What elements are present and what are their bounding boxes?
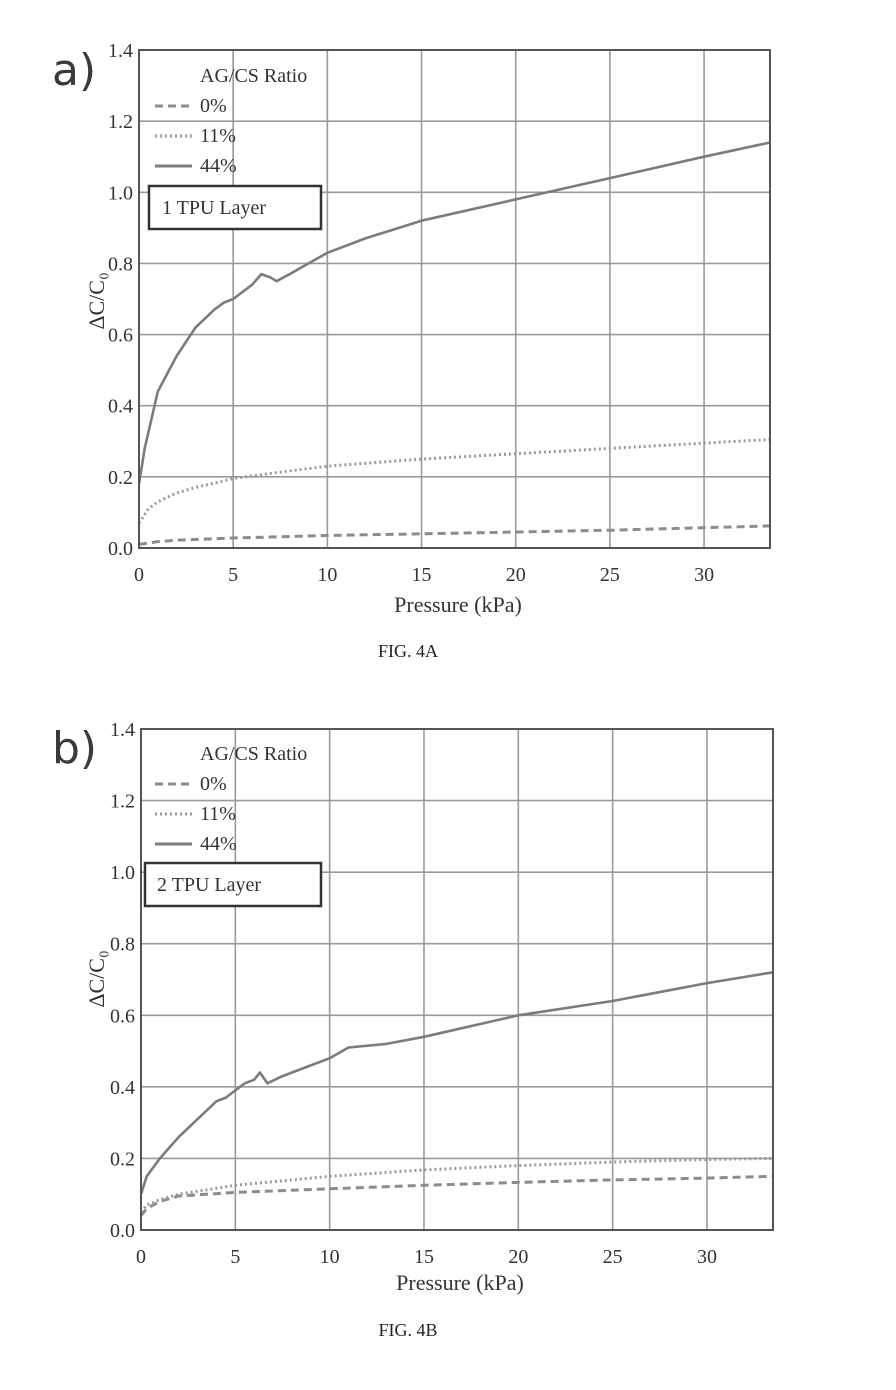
y-tick-label: 0.8 <box>110 933 135 956</box>
legend-title-b: AG/CS Ratio <box>200 743 308 765</box>
y-tick-label: 1.0 <box>110 862 135 885</box>
x-tick-label: 20 <box>508 1246 529 1268</box>
x-tick-label: 0 <box>136 1246 146 1268</box>
y-tick-label: 0.4 <box>108 395 133 418</box>
y-tick-label: 0.6 <box>108 324 133 347</box>
y-tick-label: 1.4 <box>108 40 133 62</box>
y-tick-label: 0.2 <box>108 466 133 489</box>
x-tick-label: 20 <box>505 564 526 586</box>
legend-label: 11% <box>200 125 236 147</box>
x-axis-label-b: Pressure (kPa) <box>396 1270 524 1295</box>
x-tick-label: 30 <box>694 564 715 586</box>
y-tick-label: 0.2 <box>110 1148 135 1171</box>
y-axis-label-b: ΔC/C₀ <box>84 950 109 1008</box>
legend-label: 11% <box>200 803 236 825</box>
x-tick-label: 15 <box>411 564 432 586</box>
y-tick-label: 0.0 <box>108 538 133 560</box>
x-tick-label: 25 <box>599 564 620 586</box>
legend-label: 0% <box>200 773 227 795</box>
x-tick-label: 5 <box>228 564 239 586</box>
legend-label: 0% <box>200 95 227 117</box>
x-axis-label-a: Pressure (kPa) <box>394 592 522 617</box>
x-tick-label: 15 <box>413 1246 434 1268</box>
annotation-text-b: 2 TPU Layer <box>157 874 262 896</box>
legend-label: 44% <box>200 833 237 855</box>
legend-b <box>155 743 307 855</box>
x-tick-label: 5 <box>230 1246 241 1268</box>
annotation-text-a: 1 TPU Layer <box>162 197 267 219</box>
figure-caption-b: FIG. 4B <box>378 1320 438 1340</box>
legend-label: 44% <box>200 155 237 177</box>
x-tick-label: 30 <box>696 1246 717 1268</box>
y-tick-label: 1.0 <box>108 182 133 205</box>
y-tick-label: 0.8 <box>108 253 133 276</box>
y-tick-label: 1.2 <box>108 111 133 134</box>
legend-title-a: AG/CS Ratio <box>200 65 308 87</box>
x-tick-label: 10 <box>319 1246 340 1268</box>
panel-label-b: b) <box>52 723 98 774</box>
y-tick-label: 0.4 <box>110 1076 135 1099</box>
chart-panel-a <box>52 40 770 661</box>
chart-panel-b <box>52 719 773 1340</box>
y-tick-label: 1.4 <box>110 719 135 741</box>
figure-caption-a: FIG. 4A <box>377 641 439 661</box>
y-tick-label: 0.0 <box>110 1220 135 1242</box>
x-tick-label: 0 <box>134 564 144 586</box>
y-axis-label-a: ΔC/C₀ <box>84 272 109 330</box>
x-tick-label: 10 <box>317 564 338 586</box>
x-tick-label: 25 <box>602 1246 623 1268</box>
y-tick-label: 1.2 <box>110 790 135 813</box>
panel-label-a: a) <box>52 45 97 96</box>
y-tick-label: 0.6 <box>110 1005 135 1028</box>
